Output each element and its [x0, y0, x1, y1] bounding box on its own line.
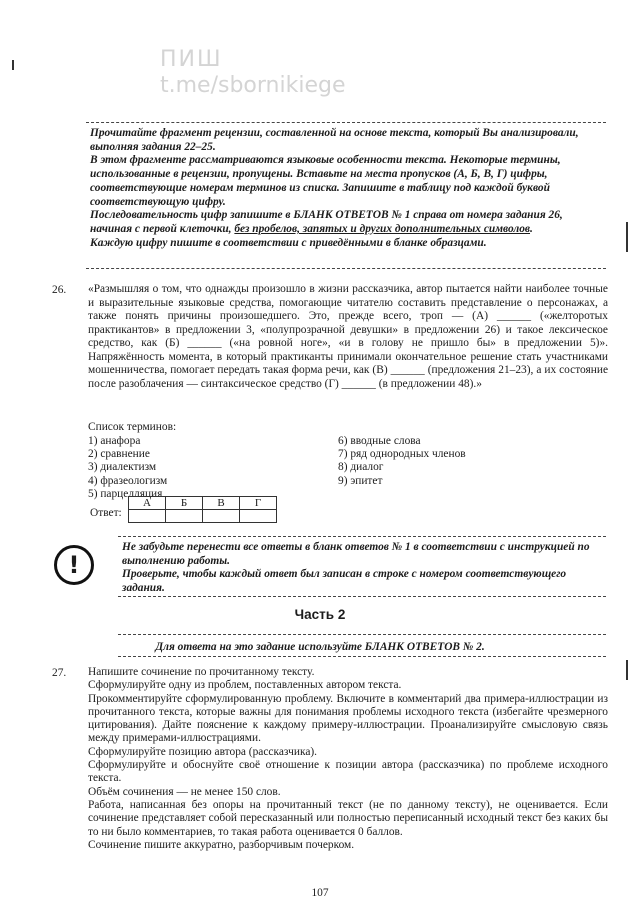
answer-label: Ответ:	[90, 507, 122, 519]
watermark-line2: t.me/sbornikiege	[160, 73, 346, 98]
warning-p2: Проверьте, чтобы каждый ответ был записан в строке с номером соответствующего задания.	[122, 568, 567, 595]
instruction-p3-underlined: без пробелов, запятых и других дополнительных символов	[234, 222, 531, 235]
question-27-number: 27.	[52, 667, 67, 679]
q27-line: Сформулируйте одну из проблем, поставленных автором текста.	[88, 679, 402, 692]
margin-mark	[626, 660, 628, 680]
warning-block	[122, 541, 606, 596]
instruction-p2: В этом фрагменте рассматриваются языковые особенности текста. Некоторые термины, использованные в рецензии, пропущены. Вставьте на места пропусков (А, Б, В, Г) цифры, соответствующие номерам терминов из списка. Запишите в таблицу под каждой буквой соответствующую цифру.	[90, 154, 561, 208]
term-item: 2) сравнение	[88, 448, 150, 461]
instruction-p1: Прочитайте фрагмент рецензии, составленной на основе текста, который Вы анализировали, выполняя задания 22–25.	[90, 127, 579, 153]
warning-p1: Не забудьте перенести все ответы в бланк ответов № 1 в соответствии с инструкцией по выполнению работы.	[122, 541, 590, 567]
answer-header-a: А	[129, 497, 166, 510]
q27-line: Прокомментируйте сформулированную проблему. Включите в комментарий два примера-иллюстрации из прочитанного текста, которые важны для понимания проблемы исходного текста (избегайте чрезмерного цитирования). Дайте пояснение к каждому примеру-иллюстрации. Проанализируйте смысловую связь между примерами-иллюстрациями.	[88, 692, 608, 745]
instruction-p3	[90, 209, 602, 236]
answer-cell-g[interactable]	[240, 510, 277, 523]
term-item: 5) парцелляция	[88, 487, 163, 500]
terms-left-column	[88, 435, 338, 501]
q27-line: Объём сочинения — не менее 150 слов.	[88, 785, 281, 798]
term-item: 3) диалектизм	[88, 461, 157, 474]
terms-list	[88, 420, 608, 501]
watermark-line1: ПИШ	[160, 47, 223, 72]
term-item: 9) эпитет	[338, 474, 383, 487]
answer-table	[128, 496, 277, 523]
instruction-top-rule	[86, 122, 606, 123]
term-item: 8) диалог	[338, 461, 384, 474]
term-item: 7) ряд однородных членов	[338, 448, 466, 461]
question-26-number: 26.	[52, 284, 67, 296]
instruction-p3-end: .	[530, 222, 533, 235]
terms-right-column	[338, 435, 588, 501]
question-27-text	[88, 666, 608, 852]
q27-line: Сочинение пишите аккуратно, разборчивым почерком.	[88, 838, 355, 851]
part2-top-rule	[118, 634, 606, 635]
part-2-title: Часть 2	[294, 607, 346, 622]
warning-bottom-rule	[118, 596, 606, 597]
answer-cell-a[interactable]	[129, 510, 166, 523]
terms-title: Список терминов:	[88, 421, 177, 433]
answer-header-b: Б	[166, 497, 203, 510]
instruction-bottom-rule	[86, 268, 606, 269]
answer-cell-b[interactable]	[166, 510, 203, 523]
term-item: 1) анафора	[88, 435, 141, 447]
term-item: 4) фразеологизм	[88, 474, 168, 487]
answer-header-v: В	[203, 497, 240, 510]
instruction-p4: Каждую цифру пишите в соответствии с приведёнными в бланке образцами.	[90, 236, 487, 249]
q27-line: Работа, написанная без опоры на прочитанный текст (не по данному тексту), не оценивается. Если сочинение представляет собой пересказанный или полностью переписанный исходный текст без каких бы то ни было комментариев, то такая работа оценивается 0 баллов.	[88, 798, 608, 838]
warning-top-rule	[118, 536, 606, 537]
margin-mark	[626, 222, 628, 252]
answer-header-g: Г	[240, 497, 277, 510]
q27-line: Сформулируйте позицию автора (рассказчика).	[88, 745, 318, 758]
term-item: 6) вводные слова	[338, 435, 421, 447]
page-number: 107	[311, 887, 329, 899]
margin-mark	[12, 60, 14, 70]
q27-line: Напишите сочинение по прочитанному тексту.	[88, 666, 315, 678]
q27-line: Сформулируйте и обоснуйте своё отношение к позиции автора (рассказчика) по проблеме исходного текста.	[88, 759, 608, 785]
instruction-p3-start: Последовательность цифр запишите в БЛАНК ОТВЕТОВ № 1 справа от номера задания 26, начиная с первой клеточки,	[90, 209, 563, 235]
question-26-text: «Размышляя о том, что однажды произошло в жизни рассказчика, автор пытается найти наиболее точные и выразительные языковые средства, помогающие читателю составить представление о персонажах, а также понять причины произошедшего. Это, прежде всего, троп — (А) ______ («желторотых практикантов» в предложении 3, «полупрозрачной девушки» в предложении 26) и такое лексическое средство, как (Б) ______ («на ровной ноге», «и в голову не пришло бы» в предложении 5)». Напряжённость момента, в который практиканты принимали окончательное решение стать участниками мошенничества, помогает передать такая форма речи, как (В) ______ (предложения 21–23), а их состояние после разоблачения — синтаксическое средство (Г) ______ (в предложении 48).»	[88, 283, 608, 390]
part-2-note: Для ответа на это задание используйте БЛАНК ОТВЕТОВ № 2.	[155, 641, 485, 653]
answer-cell-v[interactable]	[203, 510, 240, 523]
part2-bottom-rule	[118, 656, 606, 657]
instruction-block	[90, 127, 602, 250]
exclamation-icon: !	[54, 545, 94, 585]
